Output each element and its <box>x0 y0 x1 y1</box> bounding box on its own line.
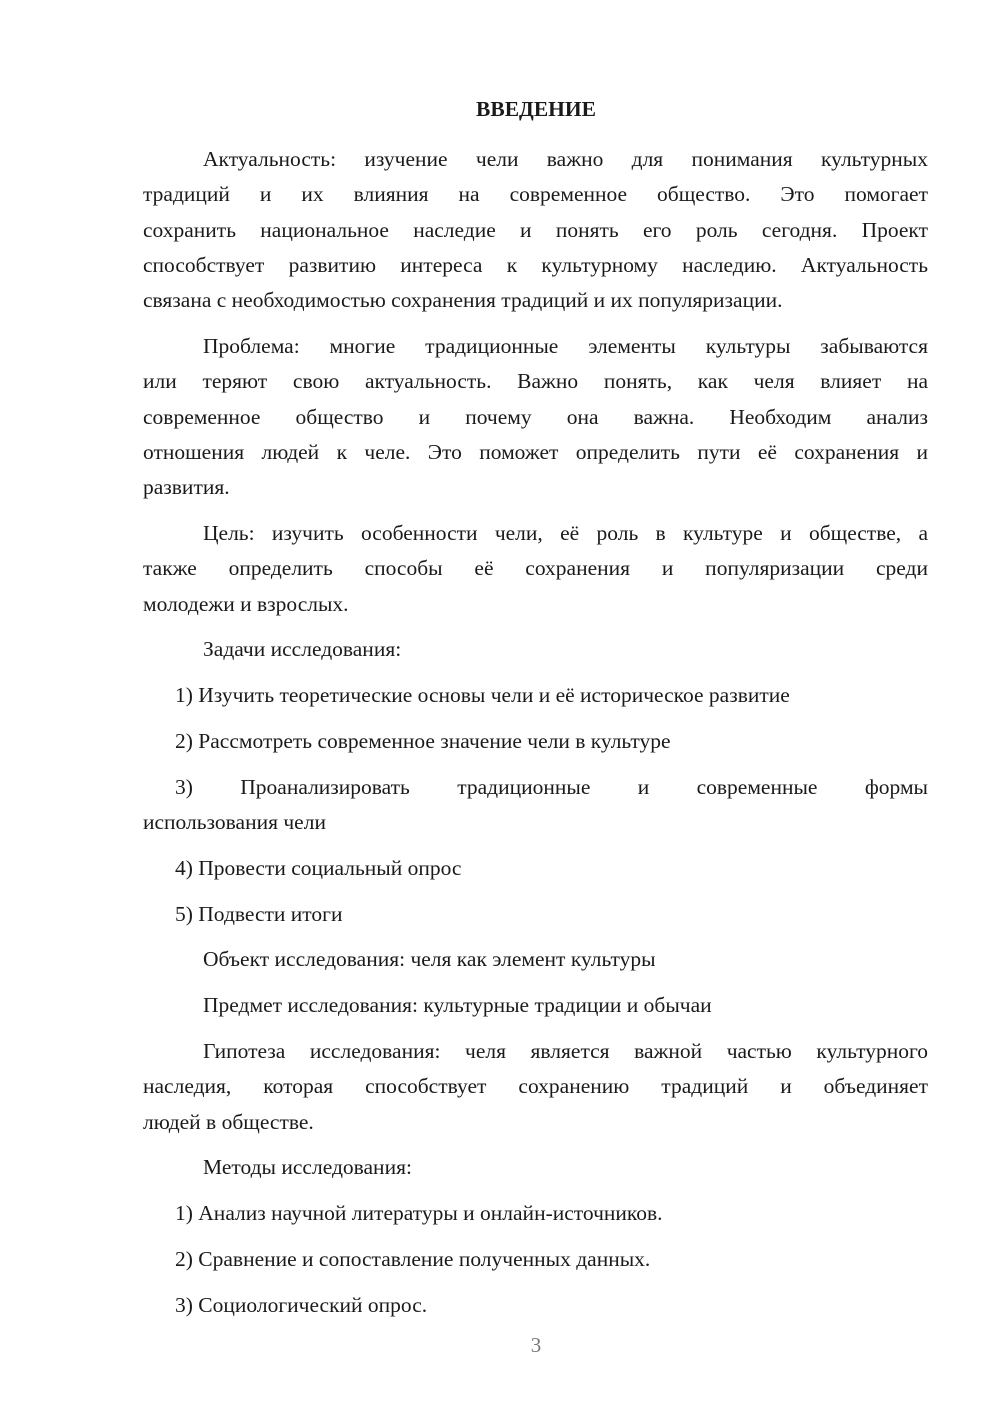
text-line: современное общество и почему она важна. Необходим анализ <box>143 404 928 429</box>
text-line: Задачи исследования: <box>203 637 402 662</box>
text-line: сохранить национальное наследие и понять его роль сегодня. Проект <box>143 217 928 242</box>
text-line: связана с необходимостью сохранения традиций и их популяризации. <box>143 288 783 313</box>
paragraph <box>143 988 928 1023</box>
list-item <box>143 1288 928 1323</box>
list-item <box>143 724 928 759</box>
list-item <box>143 851 928 886</box>
text-line: традиций и их влияния на современное общество. Это помогает <box>143 182 928 207</box>
page-number: 3 <box>530 1333 542 1357</box>
paragraph <box>143 516 928 622</box>
text-line: 5) Подвести итоги <box>175 901 343 926</box>
text-line: Проблема: многие традиционные элементы культуры забываются <box>203 333 928 358</box>
text-line: 1) Изучить теоретические основы чели и её историческое развитие <box>175 683 790 708</box>
text-line: 1) Анализ научной литературы и онлайн-источников. <box>175 1201 663 1226</box>
list-item <box>143 1196 928 1231</box>
section-title: ВВЕДЕНИЕ <box>476 97 596 121</box>
text-line: также определить способы её сохранения и популяризации среди <box>143 556 928 581</box>
paragraph <box>143 942 928 977</box>
text-line: наследия, которая способствует сохранению традиций и объединяет <box>143 1074 928 1099</box>
paragraph <box>143 142 928 318</box>
document-body <box>143 142 928 1334</box>
text-line: 2) Сравнение и сопоставление полученных данных. <box>175 1247 651 1272</box>
list-item <box>143 770 928 841</box>
paragraph <box>143 1150 928 1185</box>
text-line: или теряют свою актуальность. Важно понять, как челя влияет на <box>143 369 928 394</box>
paragraph <box>143 329 928 505</box>
text-line: Цель: изучить особенности чели, её роль в культуре и обществе, а <box>203 520 928 545</box>
text-line: 3) Проанализировать традиционные и современные формы <box>175 774 928 799</box>
text-line: использования чели <box>143 810 326 835</box>
text-line: людей в обществе. <box>143 1109 314 1134</box>
text-line: Предмет исследования: культурные традиции и обычаи <box>203 993 712 1018</box>
paragraph <box>143 1034 928 1140</box>
list-item <box>143 1242 928 1277</box>
text-line: 4) Провести социальный опрос <box>175 855 462 880</box>
text-line: молодежи и взрослых. <box>143 591 349 616</box>
paragraph <box>143 632 928 667</box>
list-item <box>143 678 928 713</box>
text-line: Методы исследования: <box>203 1155 412 1180</box>
text-line: 3) Социологический опрос. <box>175 1292 428 1317</box>
text-line: Актуальность: изучение чели важно для понимания культурных <box>203 147 928 171</box>
list-item <box>143 897 928 932</box>
text-line: Гипотеза исследования: челя является важной частью культурного <box>203 1039 928 1064</box>
text-line: способствует развитию интереса к культурному наследию. Актуальность <box>143 252 928 277</box>
text-line: Объект исследования: челя как элемент культуры <box>203 947 656 972</box>
text-line: 2) Рассмотреть современное значение чели в культуре <box>175 728 671 753</box>
text-line: отношения людей к челе. Это поможет определить пути её сохранения и <box>143 439 928 464</box>
text-line: развития. <box>143 475 230 500</box>
